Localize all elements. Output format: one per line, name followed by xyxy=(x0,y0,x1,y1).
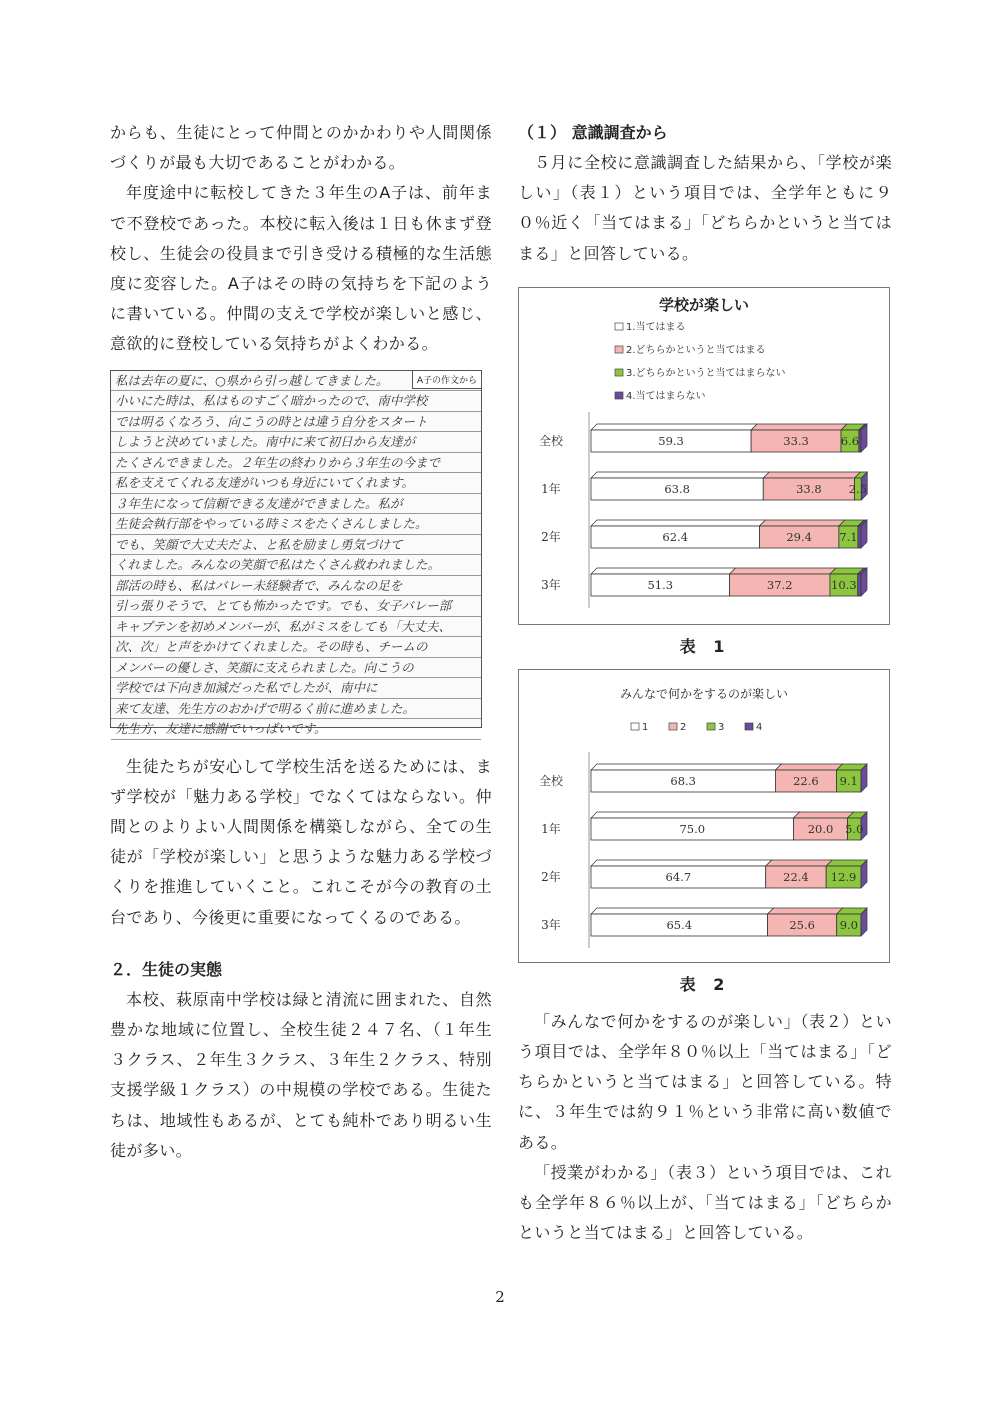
data-label: 9.1 xyxy=(839,773,858,788)
chart-2-svg xyxy=(519,670,889,962)
data-label: 12.9 xyxy=(830,869,857,884)
essay-line: では明るくなろう、向こうの時とは違う自分をスタート xyxy=(111,412,481,433)
legend-label: 3.どちらかというと当てはまらない xyxy=(626,367,786,379)
category-label: 全校 xyxy=(538,773,564,788)
paragraph: 生徒たちが安心して学校生活を送るためには、まず学校が「魅力ある学校」でなくてはならない。仲間とのよりよい人間関係を構築しながら、全ての生徒が「学校が楽しい」と思うような魅力ある学校づくりを推進していくこと。これこそが今の教育の土台であり、今後更に重要になってくるのである。 xyxy=(110,756,492,927)
data-label: 25.6 xyxy=(789,917,815,932)
category-label: 2年 xyxy=(541,869,561,884)
category-label: 全校 xyxy=(538,433,564,448)
data-label: 51.3 xyxy=(647,577,674,592)
paragraph: ５月に全校に意識調査した結果から、「学校が楽しい」（表１）という項目では、全学年ともに９０％近く「当てはまる」「どちらかというと当てはまる」と回答している。 xyxy=(518,153,892,263)
legend-swatch xyxy=(669,723,677,730)
essay-line: 引っ張りそうで、とても怖かったです。でも、女子バレー部 xyxy=(111,596,481,617)
bar-top xyxy=(591,424,757,430)
essay-line: キャプテンを初めメンバーが、私がミスをしても「大丈夫、 xyxy=(111,617,481,638)
data-label: 33.3 xyxy=(783,433,809,448)
chart-caption: 表 2 xyxy=(679,974,731,994)
data-label: 5.0 xyxy=(845,821,864,836)
bar-top xyxy=(591,860,772,866)
data-label: 29.4 xyxy=(786,529,812,544)
section-heading: ２．生徒の実態 xyxy=(110,959,223,979)
data-label: 64.7 xyxy=(665,869,692,884)
data-label: 62.4 xyxy=(662,529,689,544)
bar-top xyxy=(751,424,847,430)
bar-top xyxy=(794,812,854,818)
bar-top xyxy=(759,520,844,526)
essay-tag: A子の作文から xyxy=(412,371,481,389)
data-label: 9.0 xyxy=(839,917,858,932)
section-heading: （１） 意識調査から xyxy=(518,123,668,142)
legend-swatch xyxy=(631,723,639,730)
bar-top xyxy=(826,860,867,866)
category-label: 3年 xyxy=(541,917,561,932)
data-label: 22.4 xyxy=(783,869,809,884)
data-label: 6.6 xyxy=(840,433,860,448)
legend-label: 2 xyxy=(680,721,687,733)
paragraph: からも、生徒にとって仲間とのかかわりや人間関係づくりが最も大切であることがわかる。 xyxy=(110,123,492,173)
bar-top xyxy=(591,764,781,770)
legend-swatch xyxy=(615,369,623,376)
category-label: 2年 xyxy=(541,529,561,544)
essay-line: メンバーの優しさ、笑顔に支えられました。向こうの xyxy=(111,658,481,679)
essay-line: 部活の時も、私はバレー未経験者で、みんなの足を xyxy=(111,576,481,597)
data-label: 22.6 xyxy=(793,773,819,788)
data-label: 37.2 xyxy=(766,577,793,592)
essay-line: 来て友達、先生方のおかげで明るく前に進めました。 xyxy=(111,699,481,720)
paragraph: 本校、萩原南中学校は緑と清流に囲まれた、自然豊かな地域に位置し、全校生徒２４７名、（１年生３クラス、２年生３クラス、３年生２クラス、特別支援学級１クラス）の中規模の学校である。生徒たちは、地域性もあるが、とても純朴であり明るい生徒が多い。 xyxy=(110,989,492,1160)
bar-top xyxy=(591,472,769,478)
legend-swatch xyxy=(707,723,715,730)
data-label: 65.4 xyxy=(666,917,693,932)
essay-line: 生徒会執行部をやっている時ミスをたくさんしました。 xyxy=(111,514,481,535)
legend-swatch xyxy=(615,392,623,399)
data-label: 10.3 xyxy=(831,577,857,592)
legend-swatch xyxy=(745,723,753,730)
essay-line: たくさんできました。２年生の終わりから３年生の今まで xyxy=(111,453,481,474)
legend-label: 4.当てはまらない xyxy=(626,390,706,402)
bar-segment xyxy=(858,574,861,596)
essay-line: 私は去年の夏に、○県から引っ越してきました。 xyxy=(111,371,481,392)
paragraph: 「みんなで何かをするのが楽しい」（表２）という項目では、全学年８０％以上「当てはまる」「どちらかというと当てはまる」と回答している。特に、３年生では約９１％という非常に高い数値である。 xyxy=(518,1011,892,1152)
left-column xyxy=(110,118,492,1166)
legend-swatch xyxy=(615,346,623,353)
bar-top xyxy=(775,764,842,770)
data-label: 2.5 xyxy=(848,481,868,496)
data-label: 63.8 xyxy=(664,481,690,496)
essay-line: 私を支えてくれる友達がいつも身近にいてくれます。 xyxy=(111,473,481,494)
essay-line: くれました。みんなの笑顔で私はたくさん救われました。 xyxy=(111,555,481,576)
essay-line: 次、次」と声をかけてくれました。その時も、チームの xyxy=(111,637,481,658)
right-column xyxy=(518,118,892,1248)
chart-title: 学校が楽しい xyxy=(658,295,750,314)
data-label: 59.3 xyxy=(658,433,684,448)
chart-2 xyxy=(518,669,890,963)
category-label: 1年 xyxy=(541,481,561,496)
legend-label: 1 xyxy=(642,721,649,733)
legend-label: 1.当てはまる xyxy=(626,321,686,333)
legend-label: 2.どちらかというと当てはまる xyxy=(626,344,766,356)
chart-1 xyxy=(518,287,890,625)
bar-top xyxy=(591,908,774,914)
legend-label: 4 xyxy=(756,721,763,733)
essay-line: 学校では下向き加減だった私でしたが、南中に xyxy=(111,678,481,699)
essay-line: 小いにた時は、私はものすごく暗かったので、南中学校 xyxy=(111,391,481,412)
essay-lines xyxy=(111,371,481,740)
bar-top xyxy=(730,568,836,574)
bar-top xyxy=(763,472,860,478)
data-label: 7.1 xyxy=(839,529,858,544)
bar-top xyxy=(591,520,765,526)
chart-title: みんなで何かをするのが楽しい xyxy=(619,686,789,701)
category-label: 3年 xyxy=(541,577,561,592)
data-label: 20.0 xyxy=(807,821,834,836)
paragraph: 「授業がわかる」（表３）という項目では、これも全学年８６％以上が、「当てはまる」「どちらかというと当てはまる」と回答している。 xyxy=(518,1162,892,1243)
legend-label: 3 xyxy=(718,721,725,733)
essay-line: ３年生になって信頼できる友達ができました。私が xyxy=(111,494,481,515)
chart-caption: 表 1 xyxy=(679,636,731,656)
handwritten-essay xyxy=(110,370,482,737)
legend-swatch xyxy=(615,323,623,330)
category-label: 1年 xyxy=(541,821,561,836)
bar-top xyxy=(766,860,832,866)
bar-top xyxy=(591,568,736,574)
data-label: 68.3 xyxy=(670,773,697,788)
chart-1-svg xyxy=(519,288,889,624)
essay-line: 先生方、友達に感謝でいっぱいです。 xyxy=(111,719,481,740)
paragraph: 年度途中に転校してきた３年生のA子は、前年まで不登校であった。本校に転入後は１日も休まず登校し、生徒会の役員まで引き受ける積極的な生活態度に変容した。A子はその時の気持ちを下記のように書いている。仲間の支えで学校が楽しいと感じ、意欲的に登校している気持ちがよくわかる。 xyxy=(110,183,492,354)
bar-segment xyxy=(858,526,861,548)
data-label: 75.0 xyxy=(679,821,706,836)
bar-top xyxy=(591,812,800,818)
essay-line: でも、笑顔で大丈夫だよ、と私を励まし勇気づけて xyxy=(111,535,481,556)
bar-top xyxy=(768,908,843,914)
data-label: 33.8 xyxy=(796,481,822,496)
page-number: 2 xyxy=(495,1288,505,1306)
essay-line: しようと決めていました。南中に来て初日から友達が xyxy=(111,432,481,453)
